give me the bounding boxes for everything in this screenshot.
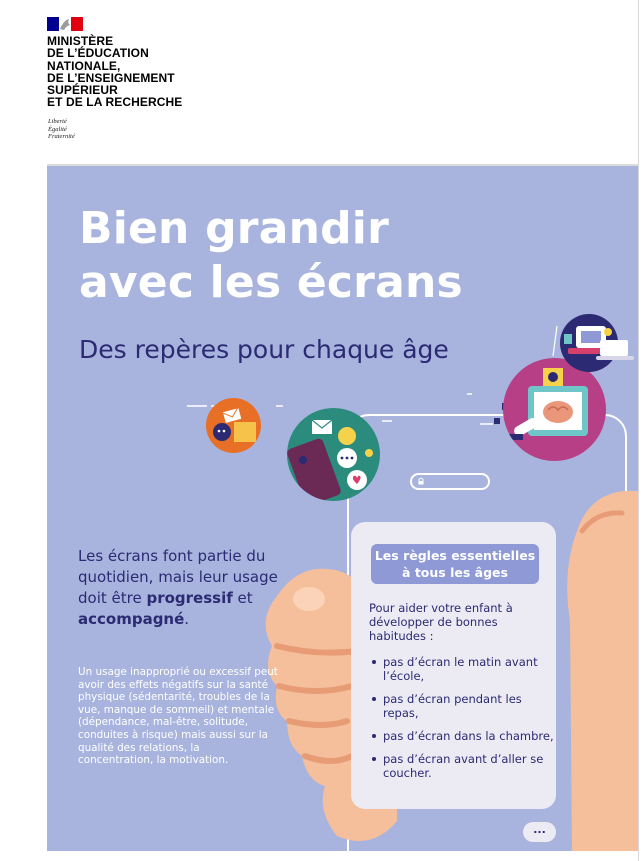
page-subtitle: Des repères pour chaque âge: [79, 335, 449, 364]
list-item: pas d’écran le matin avant l’école,: [369, 655, 554, 683]
lock-icon: [417, 477, 425, 485]
illustration-circle-magenta: [503, 358, 606, 461]
laptop-icon: [595, 336, 635, 366]
motto-line: Égalité: [48, 125, 67, 133]
rules-card-lead: Pour aider votre enfant à développer de bonnes habitudes :: [369, 601, 513, 643]
intro-text-part: Les écrans font partie du quotidien, mais leur usage doit être: [78, 547, 278, 607]
list-item: pas d’écran pendant les repas,: [369, 692, 554, 720]
intro-text-part: et: [232, 589, 253, 607]
illustration-circle-orange: [206, 398, 261, 453]
ministry-line: DE L’ENSEIGNEMENT: [47, 70, 175, 85]
health-effects-text: Un usage inapproprié ou excessif peut avoir des effets négatifs sur la santé physique (sédentarité, troubles de la vue, manque de sommeil) et mentale (dépendance, mal-être, solitude, conduites à risque) mais aussi sur la qualité des relations, la concentration, la motivation.: [78, 666, 278, 767]
title-line: avec les écrans: [79, 257, 463, 308]
intro-text-part: .: [184, 610, 190, 628]
hand-illustration-right: [552, 491, 638, 851]
rules-card: [351, 522, 556, 809]
card-title-line: à tous les âges: [402, 565, 508, 580]
ministry-line: ET DE LA RECHERCHE: [47, 95, 183, 110]
list-item: pas d’écran dans la chambre,: [369, 729, 554, 743]
hero-panel: [47, 166, 638, 851]
ministry-line: SUPÉRIEUR: [47, 83, 118, 98]
ministry-name: [47, 35, 182, 109]
motto-line: Liberté: [48, 118, 67, 125]
intro-text: [78, 546, 278, 630]
ministry-line: MINISTÈRE: [47, 34, 114, 48]
title-line: Bien grandir: [79, 203, 389, 254]
intro-emphasis-accompagne: accompagné: [78, 610, 185, 628]
ministry-line: DE L’ÉDUCATION: [47, 46, 149, 61]
republic-motto: [48, 118, 75, 141]
list-item: pas d’écran avant d’aller se coucher.: [369, 752, 554, 780]
ministry-line: NATIONALE,: [47, 58, 121, 73]
card-title-line: Les règles essentielles: [374, 548, 536, 563]
page-edge-rule: [638, 0, 639, 861]
intro-emphasis-progressif: progressif: [146, 589, 233, 607]
motto-line: Fraternité: [48, 133, 75, 140]
more-button[interactable]: ...: [523, 822, 556, 842]
rules-list: [369, 655, 554, 789]
republique-francaise-flag-icon: [47, 17, 83, 31]
illustration-circle-green: [287, 408, 380, 501]
rules-card-title: [371, 544, 539, 584]
